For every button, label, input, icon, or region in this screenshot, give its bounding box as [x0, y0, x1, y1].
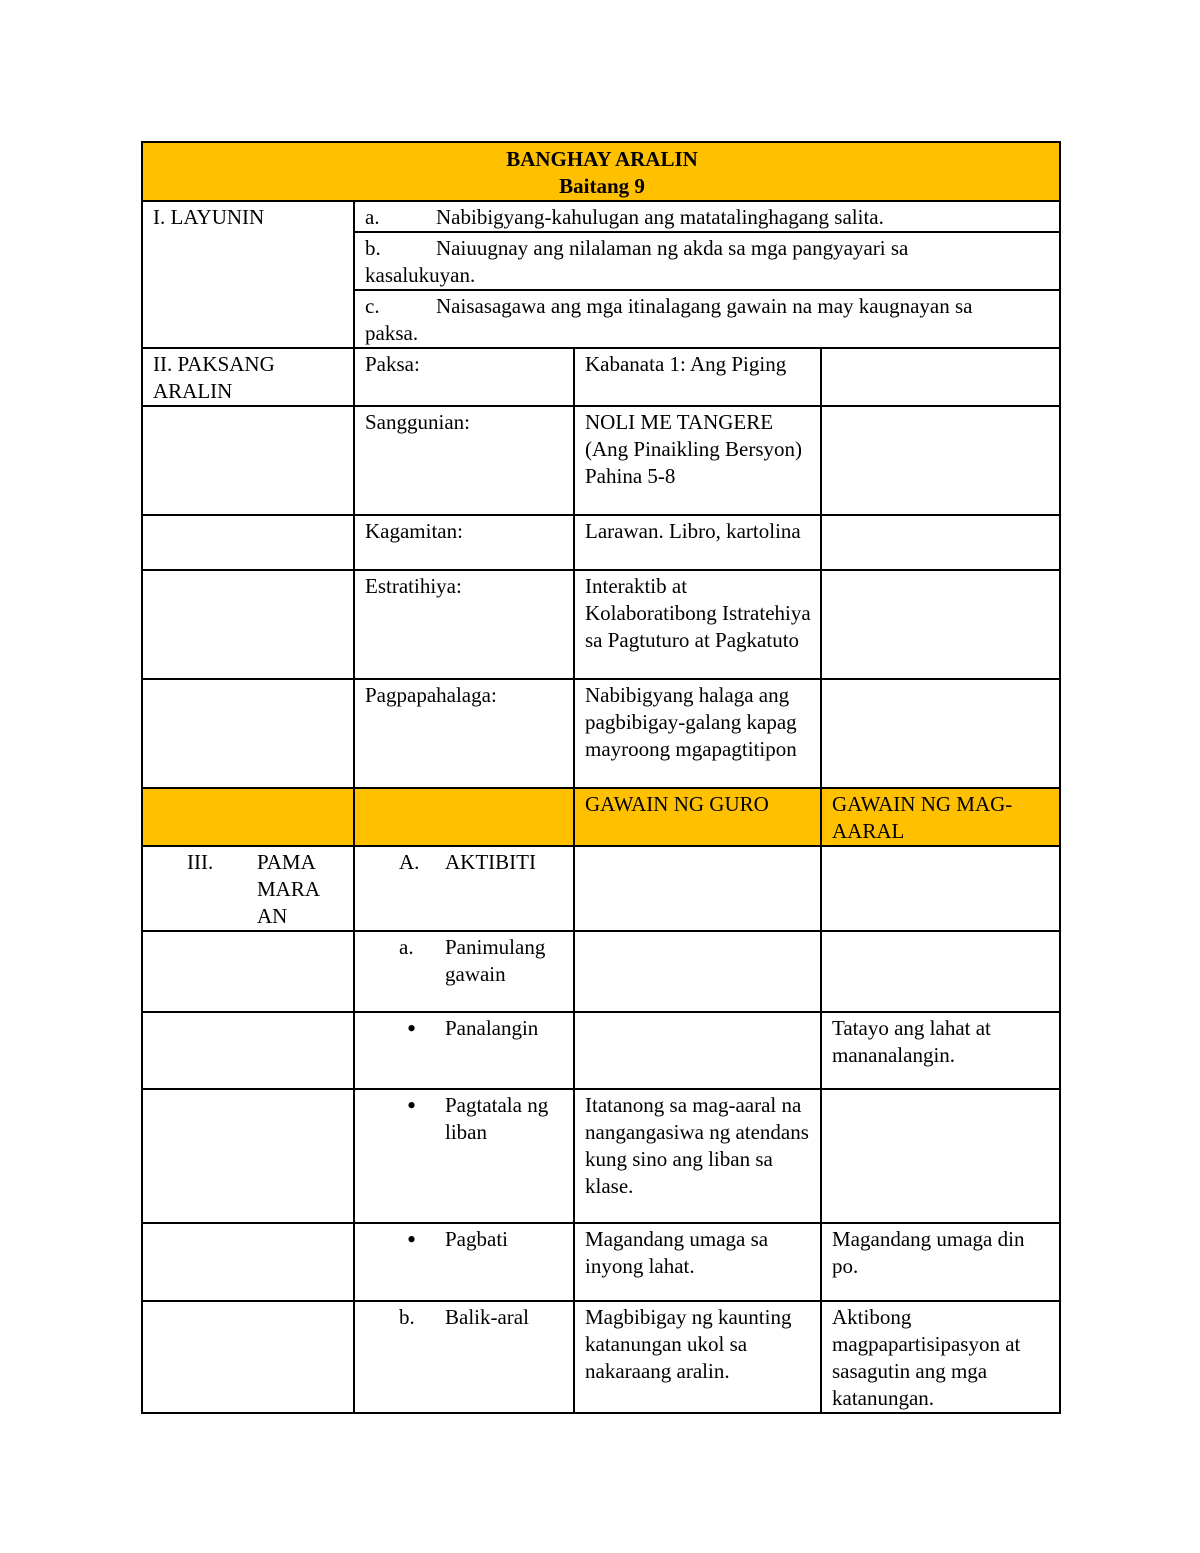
objective-text-continuation: paksa.	[365, 321, 419, 345]
reference-pages: Pahina 5-8	[585, 464, 676, 488]
objective-row	[354, 201, 1060, 232]
step-cell	[354, 1223, 574, 1301]
empty-cell	[142, 406, 354, 515]
reference-value: NOLI ME TANGERE (Ang Pinaikling Bersyon)	[585, 410, 802, 461]
teacher-activity	[574, 846, 821, 931]
objective-text: Nabibigyang-kahulugan ang matatalinghagang salita.	[436, 205, 884, 229]
empty-cell	[142, 679, 354, 788]
step-cell	[354, 1012, 574, 1089]
step-cell	[354, 1089, 574, 1223]
pamamaraan-label-line: PAMA	[257, 850, 316, 874]
objective-text: Naiuugnay ang nilalaman ng akda sa mga pangyayari sa	[436, 236, 909, 260]
pamamaraan-marker: III.	[187, 850, 214, 874]
bullet-icon: •	[407, 1014, 417, 1043]
step-label: Pagbati	[445, 1227, 508, 1251]
empty-cell	[142, 1223, 354, 1301]
step-cell	[354, 846, 574, 931]
values-value: Nabibigyang halaga ang pagbibigay-galang kapag mayroong mgapagtitipon	[574, 679, 821, 788]
lesson-plan-table	[141, 141, 1061, 1414]
empty-cell	[142, 931, 354, 1012]
empty-cell	[142, 1012, 354, 1089]
teacher-activity	[574, 931, 821, 1012]
objective-row	[354, 232, 1060, 290]
teacher-activity: Magbibigay ng kaunting katanungan ukol sa nakaraang aralin.	[574, 1301, 821, 1413]
document-title: BANGHAY ARALIN	[506, 147, 698, 171]
teacher-activity-header: GAWAIN NG GURO	[574, 788, 821, 846]
empty-cell	[142, 1089, 354, 1223]
materials-key: Kagamitan:	[354, 515, 574, 570]
step-marker: a.	[399, 935, 414, 959]
strategy-value: Interaktib at Kolaboratibong Istratehiya sa Pagtuturo at Pagkatuto	[574, 570, 821, 679]
step-label: AKTIBITI	[445, 850, 536, 874]
grade-level: Baitang 9	[559, 174, 645, 198]
title-header	[142, 142, 1060, 201]
objective-text-continuation: kasalukuyan.	[365, 263, 476, 287]
teacher-activity: Magandang umaga sa inyong lahat.	[574, 1223, 821, 1301]
student-activity	[821, 931, 1060, 1012]
objective-marker: a.	[365, 205, 380, 229]
empty-cell	[142, 515, 354, 570]
empty-cell	[821, 348, 1060, 406]
step-cell	[354, 931, 574, 1012]
topic-key: Paksa:	[354, 348, 574, 406]
step-label: Balik-aral	[445, 1305, 529, 1329]
step-label: Panalangin	[445, 1016, 539, 1040]
student-activity: Magandang umaga din po.	[821, 1223, 1060, 1301]
materials-value: Larawan. Libro, kartolina	[574, 515, 821, 570]
student-activity	[821, 1089, 1060, 1223]
objective-marker: b.	[365, 236, 381, 260]
header-empty-cell	[354, 788, 574, 846]
bullet-icon: •	[407, 1225, 417, 1254]
empty-cell	[142, 570, 354, 679]
reference-value-cell	[574, 406, 821, 515]
teacher-activity	[574, 1012, 821, 1089]
strategy-key: Estratihiya:	[354, 570, 574, 679]
header-empty-cell	[142, 788, 354, 846]
objective-marker: c.	[365, 294, 380, 318]
reference-key: Sanggunian:	[354, 406, 574, 515]
empty-cell	[821, 406, 1060, 515]
values-key: Pagpapahalaga:	[354, 679, 574, 788]
step-marker: b.	[399, 1305, 415, 1329]
pamamaraan-label-line: AN	[257, 904, 288, 928]
student-activity: Aktibong magpapartisipasyon at sasagutin ang mga katanungan.	[821, 1301, 1060, 1413]
step-label: Panimulang gawain	[445, 935, 546, 986]
empty-cell	[821, 515, 1060, 570]
objective-row	[354, 290, 1060, 348]
lesson-plan-page	[141, 141, 1059, 1414]
layunin-label: I. LAYUNIN	[153, 205, 265, 229]
empty-cell	[821, 570, 1060, 679]
topic-value: Kabanata 1: Ang Piging	[574, 348, 821, 406]
pamamaraan-label-cell	[142, 846, 354, 931]
student-activity: Tatayo ang lahat at mananalangin.	[821, 1012, 1060, 1089]
teacher-activity: Itatanong sa mag-aaral na nangangasiwa ng atendans kung sino ang liban sa klase.	[574, 1089, 821, 1223]
student-activity-header: GAWAIN NG MAG-AARAL	[821, 788, 1060, 846]
pamamaraan-label	[257, 849, 337, 930]
paksang-aralin-label: II. PAKSANG ARALIN	[153, 352, 275, 403]
pamamaraan-label-line: MARA	[257, 877, 321, 901]
empty-cell	[142, 1301, 354, 1413]
paksang-aralin-label-cell	[142, 348, 354, 406]
step-cell	[354, 1301, 574, 1413]
empty-cell	[821, 679, 1060, 788]
student-activity	[821, 846, 1060, 931]
objective-text: Naisasagawa ang mga itinalagang gawain na may kaugnayan sa	[436, 294, 973, 318]
bullet-icon: •	[407, 1091, 417, 1120]
step-marker: A.	[399, 850, 420, 874]
step-label: Pagtatala ng liban	[445, 1093, 549, 1144]
layunin-label-cell	[142, 201, 354, 348]
